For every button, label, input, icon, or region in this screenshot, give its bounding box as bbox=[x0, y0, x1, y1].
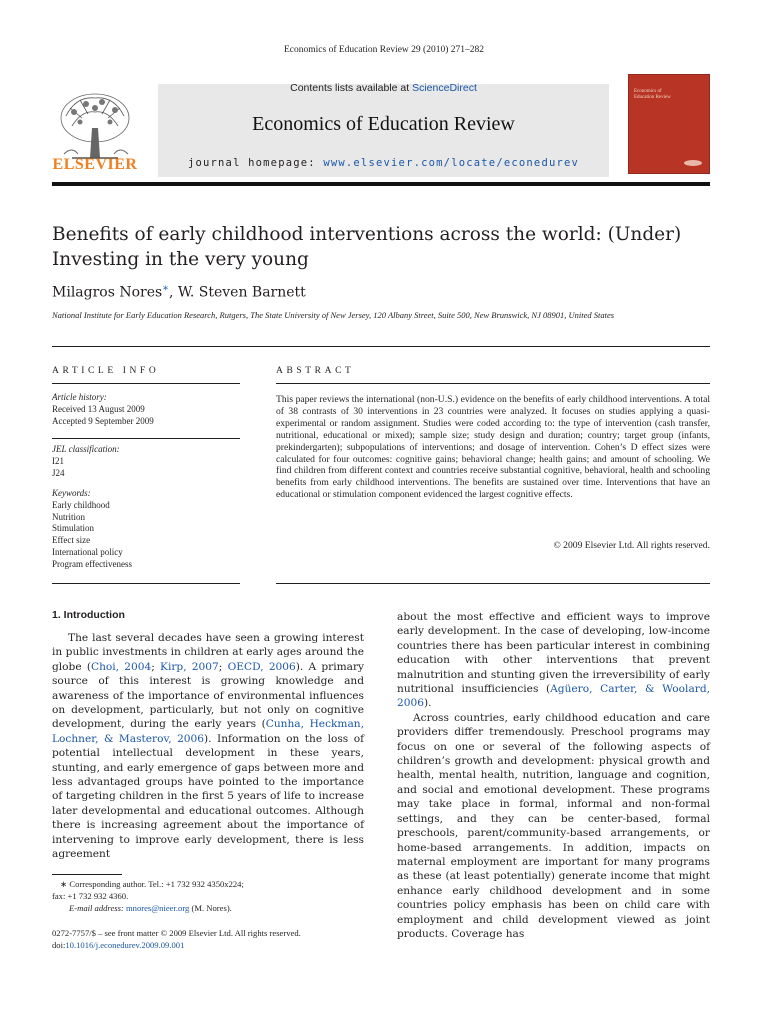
jel-code: J24 bbox=[52, 467, 65, 478]
abstract-rule-bottom bbox=[276, 583, 710, 584]
header-rule bbox=[52, 182, 710, 186]
info-rule-top bbox=[52, 383, 240, 384]
intro-paragraph-2: Across countries, early childhood education and care providers differ tremendously. Preschool programs may focus on one or several of the following aspects of children’s growth and development: physical growth and health, mental health, nutrition, language and cognition, and social and emotional development. These programs may take place in formal, informal and non-formal settings, and they can be center-based, formal preschools, parent/community-based arrangements, or home-based arrangements. In addition, impacts on maternal employment are important for many programs as these (at least potentially) generate income that might enhance early childhood development and in some countries policy emphasis has been on child care with employment and child development viewed as joint products. Coverage has bbox=[397, 711, 710, 940]
intro-text: ; bbox=[151, 660, 161, 673]
keyword: Early childhood bbox=[52, 499, 110, 510]
intro-text: ). Information on the loss of potential intellectual development in these years, stunting, and early emergence of gaps between more and less advantaged groups have pointed to the importance of targeting children in the first 5 years of life to increase later developmental and educational outcomes. Although there is increasing agreement about the importance of intervening to improve early development, there is less agreement bbox=[52, 732, 365, 861]
footnote-email-line bbox=[52, 902, 364, 914]
journal-citation: Economics of Education Review 29 (2010) 271–282 bbox=[284, 45, 484, 55]
intro-text: about the most effective and efficient ways to improve early development. In the case of developing, low-income countries there has been particular interest in combining education with other interventions that prevent malnutrition and stunting given the irreversibility of early nutritional insufficiencies ( bbox=[397, 611, 710, 696]
jel-label: JEL classification: bbox=[52, 444, 120, 454]
received-date: Received 13 August 2009 bbox=[52, 403, 145, 414]
email-suffix: (M. Nores). bbox=[189, 903, 232, 913]
citation-link[interactable]: Agüero, Carter, & Woolard, 2006 bbox=[397, 683, 710, 710]
accepted-date: Accepted 9 September 2009 bbox=[52, 415, 154, 426]
doi-link[interactable]: 10.1016/j.econedurev.2009.09.001 bbox=[65, 940, 185, 950]
citation-link[interactable]: Kirp, 2007 bbox=[160, 660, 219, 673]
keyword: Program effectiveness bbox=[52, 558, 133, 569]
doi-line bbox=[52, 939, 382, 951]
intro-text: ; bbox=[218, 660, 228, 673]
footnote-text: Corresponding author. Tel.: +1 732 932 4350x224; bbox=[67, 879, 244, 889]
article-title: Benefits of early childhood interventions across the world: (Under) Investing in the very young bbox=[52, 224, 682, 270]
abstract-text: This paper reviews the international (non-U.S.) evidence on the benefits of early childhood interventions. A total of 38 contrasts of 30 interventions in 23 countries were analyzed. It focuses on studies applying a quasi-experimental or random assignment. Studies were coded according to: the type of intervention (cash transfer, nutritional, educational or mixed); sample size; study design and duration; country; target group (infants, prekindergarten); subpopulations of interventions; and dosage of intervention. Cohen’s D effect sizes were calculated for four outcomes: cognitive gains; behavioral change; health gains; and amount of schooling. We find children from different context and countries receive substantial cognitive, behavioral, health and schooling benefits from early childhood interventions. The benefits are sustained over time. Interventions that have an educational or stimulation component evidenced the largest cognitive effects. bbox=[276, 394, 710, 501]
intro-right-column bbox=[397, 610, 710, 941]
cover-title bbox=[634, 89, 671, 101]
corresponding-author-marker[interactable]: ∗ bbox=[162, 283, 169, 294]
keyword: Effect size bbox=[52, 535, 91, 546]
keyword: Stimulation bbox=[52, 523, 95, 534]
cover-title-line1: Economics of bbox=[634, 89, 662, 94]
publisher-logo-text: ELSEVIER bbox=[52, 156, 138, 173]
intro-text: ). bbox=[423, 697, 432, 710]
author-affiliation: National Institute for Early Education Research, Rutgers, The State University of New Jersey, 120 Albany Street, Suite 500, New Brunswick, NJ 08901, United States bbox=[52, 310, 615, 320]
article-authors bbox=[52, 283, 306, 301]
contents-prefix: Contents lists available at bbox=[290, 82, 413, 94]
history-label: Article history: bbox=[52, 392, 107, 402]
intro-paragraph-1-cont bbox=[397, 610, 710, 711]
section-heading-introduction: 1. Introduction bbox=[52, 609, 125, 621]
author-rest: , W. Steven Barnett bbox=[169, 284, 306, 301]
footnote-line1 bbox=[52, 878, 364, 890]
journal-homepage bbox=[158, 157, 609, 169]
doi-prefix: doi: bbox=[52, 940, 66, 950]
keyword: International policy bbox=[52, 546, 123, 557]
footnote-line2: fax: +1 732 932 4360. bbox=[52, 891, 129, 901]
citation-link[interactable]: Choi, 2004 bbox=[90, 660, 152, 673]
keywords-block bbox=[52, 488, 240, 571]
info-rule-history bbox=[52, 438, 240, 439]
abstract-copyright: © 2009 Elsevier Ltd. All rights reserved. bbox=[553, 540, 710, 551]
front-matter bbox=[52, 927, 382, 951]
author-first: Milagros Nores bbox=[52, 284, 163, 301]
contents-line bbox=[158, 82, 609, 94]
journal-cover-image bbox=[628, 74, 710, 174]
info-rule-bottom bbox=[52, 583, 240, 584]
cover-title-line2: Education Review bbox=[634, 95, 671, 100]
homepage-url-link[interactable]: www.elsevier.com/locate/econedurev bbox=[323, 157, 580, 169]
jel-classification bbox=[52, 444, 240, 479]
email-label: E-mail address: bbox=[69, 903, 126, 913]
author-email-link[interactable]: mnores@nieer.org bbox=[125, 903, 190, 913]
abstract-heading: ABSTRACT bbox=[276, 366, 355, 376]
corresponding-author-footnote bbox=[52, 878, 364, 914]
footnote-marker: ∗ bbox=[60, 879, 68, 889]
issn-line: 0272-7757/$ – see front matter © 2009 Elsevier Ltd. All rights reserved. bbox=[52, 928, 301, 938]
article-info-heading: ARTICLE INFO bbox=[52, 366, 160, 376]
jel-code: I21 bbox=[52, 455, 64, 466]
keyword: Nutrition bbox=[52, 511, 85, 522]
sciencedirect-link[interactable]: ScienceDirect bbox=[412, 82, 477, 94]
citation-link[interactable]: Cunha, Heckman, Lochner, & Masterov, 2006 bbox=[52, 718, 364, 745]
intro-text: ). A primary source of this interest is growing knowledge and awareness of the importance of environmental influences on development, particularly, but not only on cognitive development, during the early years ( bbox=[52, 660, 365, 731]
intro-paragraph-1 bbox=[52, 631, 364, 862]
article-history bbox=[52, 392, 240, 427]
title-rule bbox=[52, 346, 710, 347]
citation-link[interactable]: OECD, 2006 bbox=[227, 660, 296, 673]
abstract-rule-top bbox=[276, 383, 710, 384]
journal-title: Economics of Education Review bbox=[252, 113, 515, 135]
intro-text: The last several decades have seen a growing interest in public investments in children at early ages around the globe ( bbox=[52, 632, 364, 673]
cover-publisher-mark-icon bbox=[683, 159, 703, 167]
homepage-prefix: journal homepage: bbox=[187, 157, 324, 169]
keywords-label: Keywords: bbox=[52, 488, 91, 498]
footnote-rule bbox=[52, 874, 122, 875]
